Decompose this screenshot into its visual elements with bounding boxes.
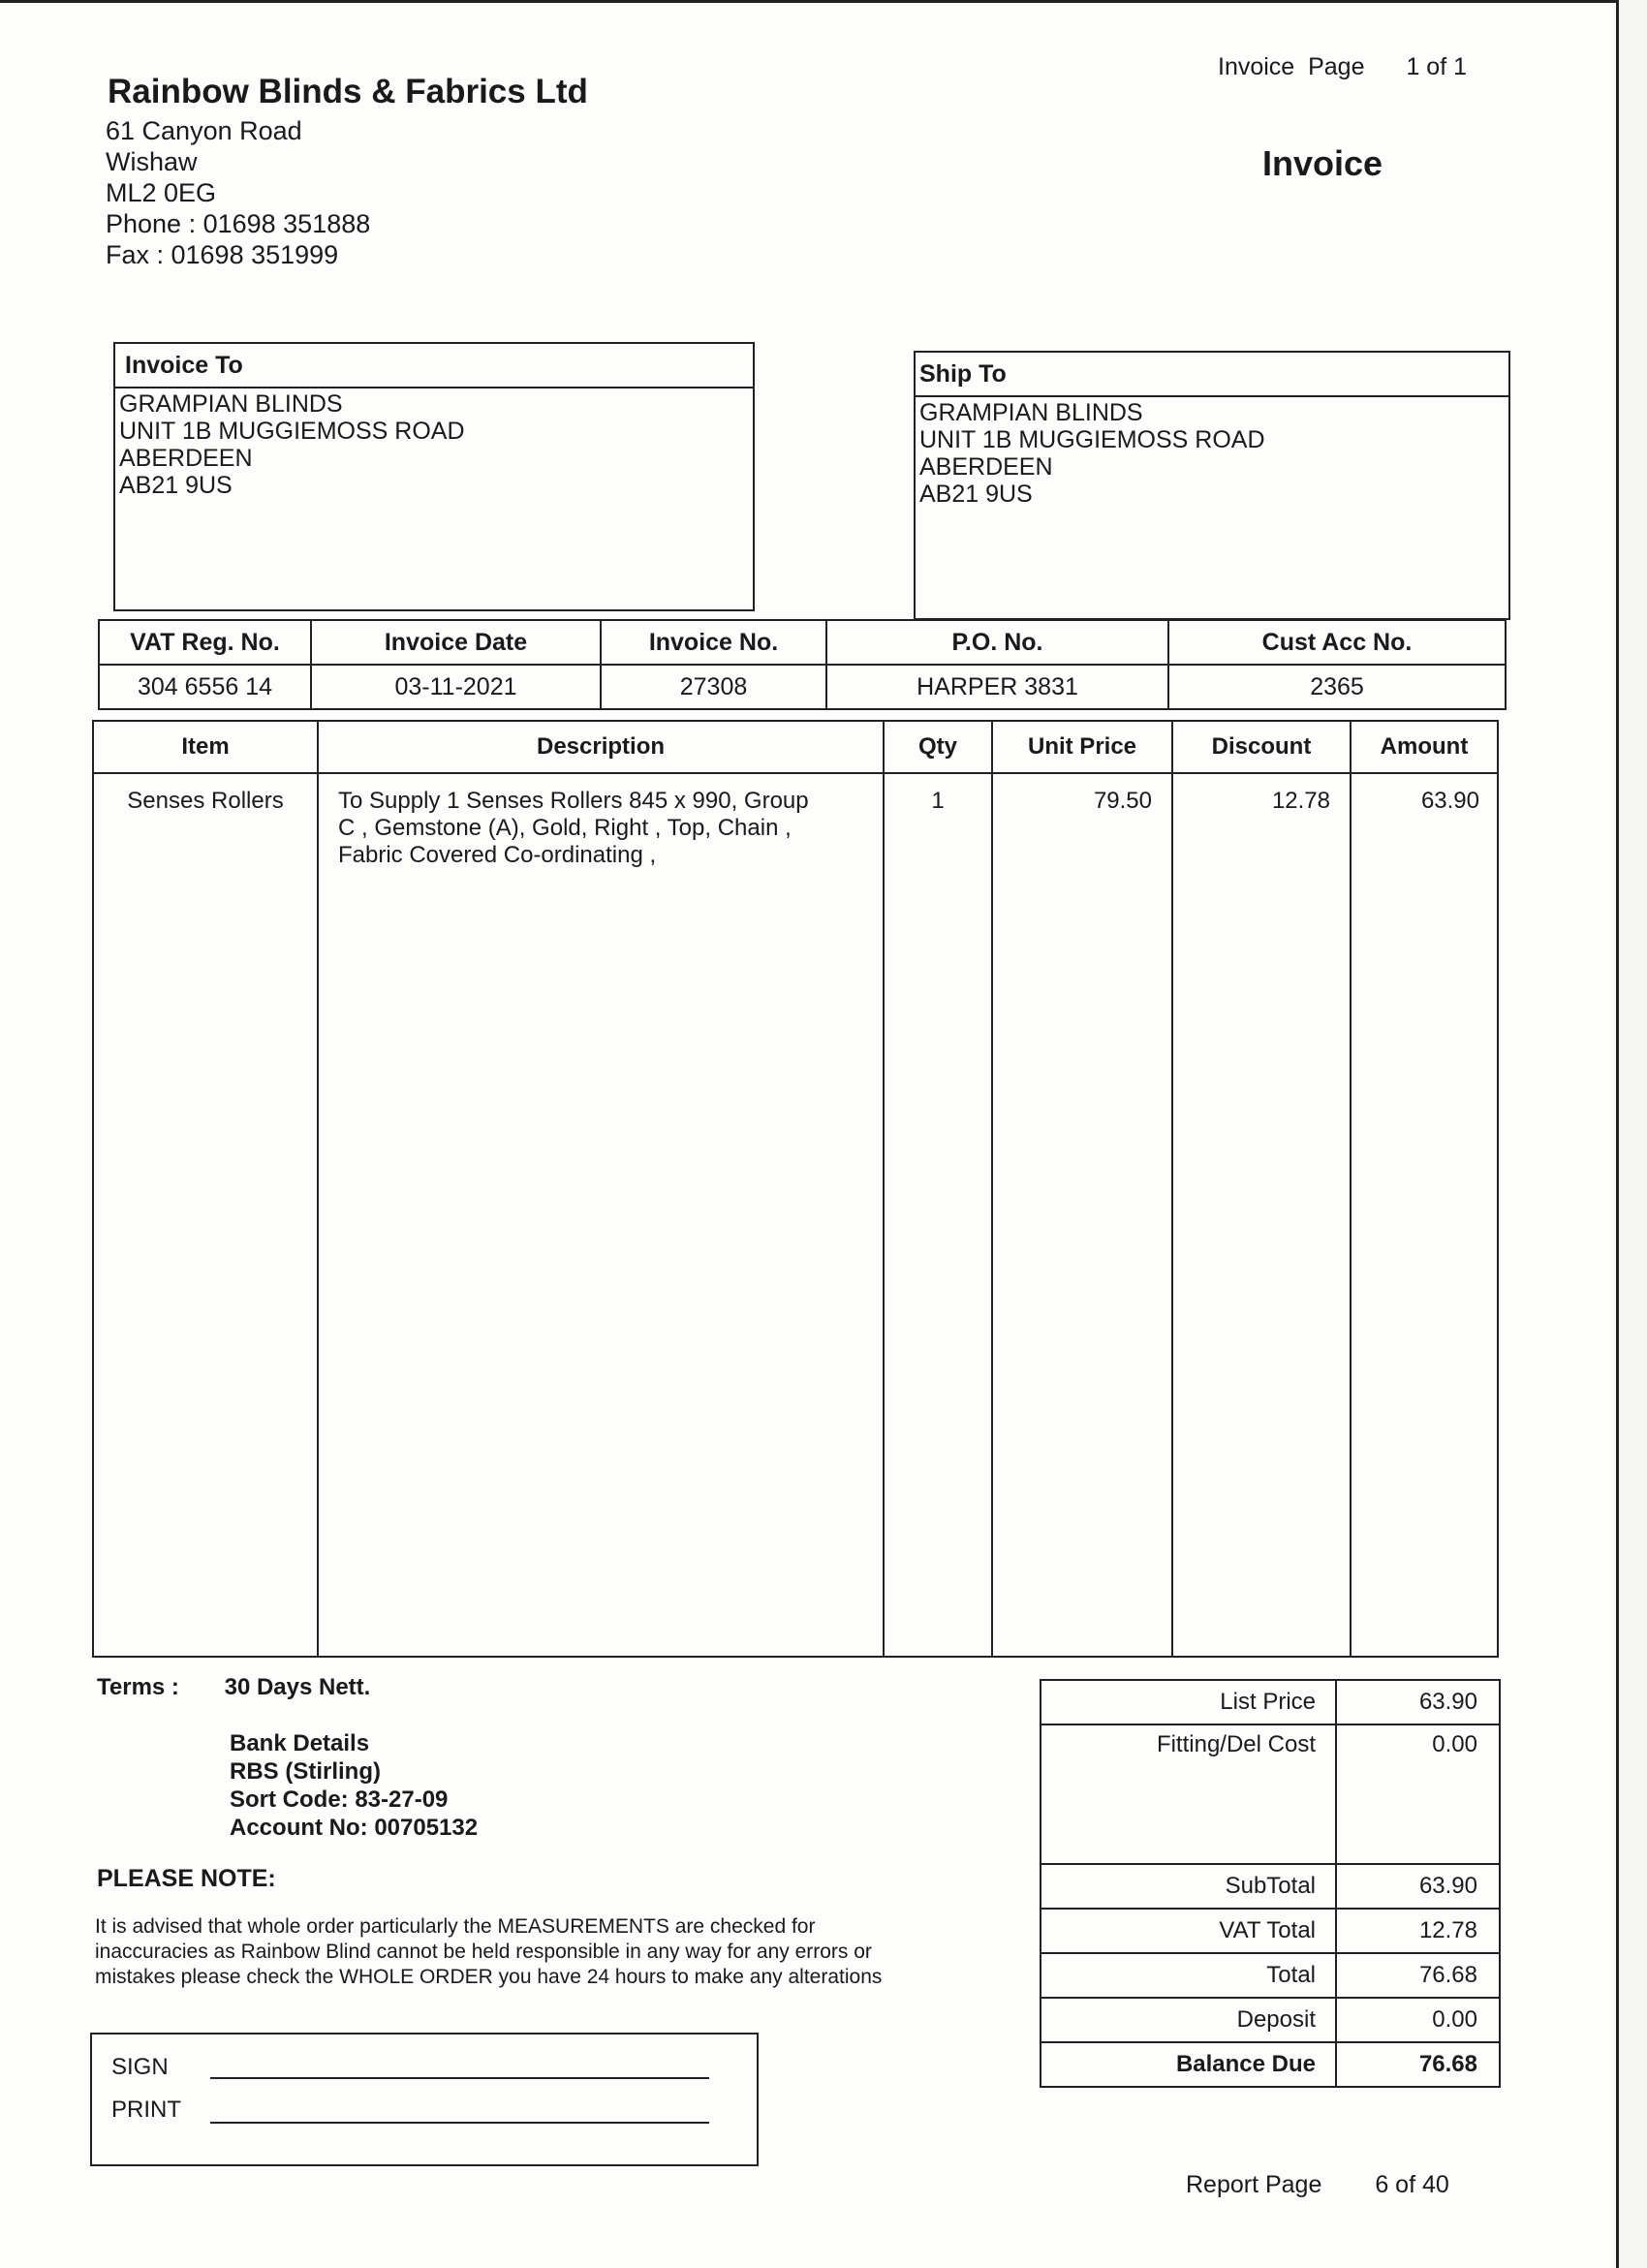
fitting-label: Fitting/Del Cost [1041,1724,1336,1864]
list-price-label: List Price [1041,1680,1336,1724]
address-line: UNIT 1B MUGGIEMOSS ROAD [119,418,465,445]
report-page-number [1186,2171,1449,2199]
description-line: To Supply 1 Senses Rollers 845 x 990, Group [338,788,809,814]
terms-value: 30 Days Nett. [224,1674,371,1700]
address-line: AB21 9US [919,481,1033,508]
sign-line[interactable] [210,2077,709,2079]
print-label: PRINT [111,2097,181,2123]
line-items-table [92,720,1499,1658]
signature-box [90,2033,759,2166]
address-line: Wishaw [106,147,198,176]
note-title: PLEASE NOTE: [97,1865,276,1892]
address-line: ABERDEEN [919,453,1053,481]
note-text [95,1914,986,1990]
balance-due-value: 76.68 [1336,2042,1500,2087]
col-description-header: Description [318,721,884,773]
bank-details [230,1729,478,1842]
invoice-page-value: 1 of 1 [1406,53,1468,80]
address-line: ML2 0EG [106,178,217,207]
note-line: inaccuracies as Rainbow Blind cannot be held responsible in any way for any errors or [95,1941,872,1963]
deposit-label: Deposit [1041,1998,1336,2042]
invoice-number-label: Invoice No. [601,620,826,665]
report-page-label: Report Page [1186,2171,1322,2198]
invoice-date-label: Invoice Date [311,620,601,665]
vat-reg-value: 304 6556 14 [99,665,311,709]
deposit-value: 0.00 [1336,1998,1500,2042]
ship-to-address [916,397,1508,508]
vat-total-value: 12.78 [1336,1909,1500,1953]
vat-total-label: VAT Total [1041,1909,1336,1953]
description-line: C , Gemstone (A), Gold, Right , Top, Chain , [338,815,792,841]
invoice-date-value: 03-11-2021 [311,665,601,709]
note-line: mistakes please check the WHOLE ORDER you have 24 hours to make any alterations [95,1966,883,1988]
cust-acc-label: Cust Acc No. [1168,620,1506,665]
item-cell: Senses Rollers [93,773,318,1657]
fax-line: Fax : 01698 351999 [106,240,339,269]
ship-to-box [914,351,1510,620]
cust-acc-value: 2365 [1168,665,1506,709]
unit-price-cell: 79.50 [992,773,1172,1657]
document-title: Invoice [1262,143,1383,183]
description-line: Fabric Covered Co-ordinating , [338,842,657,868]
address-line: ABERDEEN [119,445,253,472]
total-label: Total [1041,1953,1336,1998]
invoice-to-address [115,388,753,499]
po-number-label: P.O. No. [826,620,1168,665]
invoice-page-number [1218,53,1467,81]
subtotal-label: SubTotal [1041,1864,1336,1909]
print-line[interactable] [210,2122,709,2124]
table-header-row [93,721,1498,773]
invoice-header-fields [98,619,1507,710]
note-line: It is advised that whole order particularly the MEASUREMENTS are checked for [95,1915,816,1938]
invoice-number-value: 27308 [601,665,826,709]
address-line: UNIT 1B MUGGIEMOSS ROAD [919,426,1265,453]
address-line: 61 Canyon Road [106,116,302,145]
subtotal-value: 63.90 [1336,1864,1500,1909]
amount-cell: 63.90 [1351,773,1498,1657]
invoice-to-heading: Invoice To [115,344,753,388]
invoice-page-label: Invoice Page [1218,53,1365,80]
invoice-to-box [113,342,755,611]
vat-reg-label: VAT Reg. No. [99,620,311,665]
terms-label: Terms : [97,1674,179,1700]
bank-line: Bank Details [230,1730,370,1756]
col-qty-header: Qty [884,721,992,773]
company-name: Rainbow Blinds & Fabrics Ltd [108,73,588,110]
address-line: GRAMPIAN BLINDS [119,390,343,418]
terms [97,1674,370,1701]
qty-cell: 1 [884,773,992,1657]
list-price-value: 63.90 [1336,1680,1500,1724]
address-line: AB21 9US [119,472,233,499]
col-discount-header: Discount [1172,721,1351,773]
total-value: 76.68 [1336,1953,1500,1998]
balance-due-label: Balance Due [1041,2042,1336,2087]
company-address [106,115,370,270]
ship-to-heading: Ship To [916,353,1508,397]
bank-line: Account No: 00705132 [230,1815,479,1841]
report-page-value: 6 of 40 [1375,2171,1449,2198]
col-item-header: Item [93,721,318,773]
bank-line: Sort Code: 83-27-09 [230,1786,449,1813]
sign-label: SIGN [111,2054,169,2080]
col-unit-price-header: Unit Price [992,721,1172,773]
table-row [93,773,1498,1657]
discount-cell: 12.78 [1172,773,1351,1657]
phone-line: Phone : 01698 351888 [106,209,371,238]
totals-table [1040,1679,1501,2088]
bank-line: RBS (Stirling) [230,1758,381,1785]
po-number-value: HARPER 3831 [826,665,1168,709]
description-cell [318,773,884,1657]
col-amount-header: Amount [1351,721,1498,773]
address-line: GRAMPIAN BLINDS [919,399,1143,426]
fitting-value: 0.00 [1336,1724,1500,1864]
